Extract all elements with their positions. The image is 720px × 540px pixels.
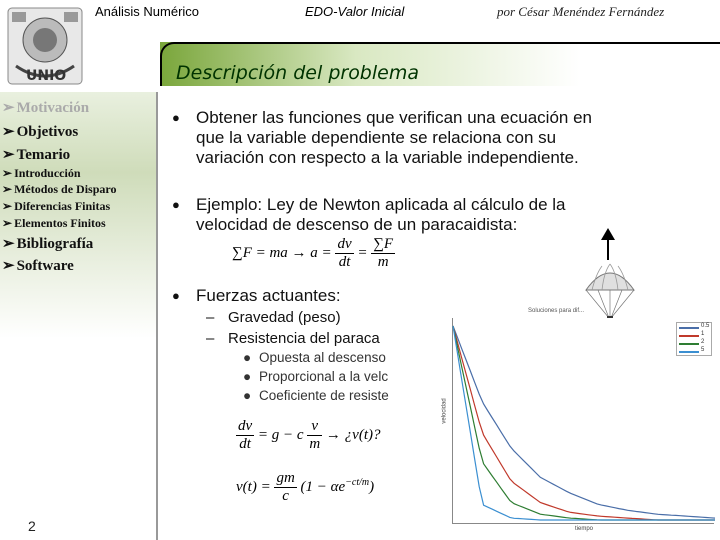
- subsub-coefficient: Coeficiente de resiste: [259, 388, 389, 403]
- chart-title: Soluciones para dif...: [528, 308, 585, 314]
- velocity-chart: [440, 300, 720, 540]
- subsub-opposite: Opuesta al descenso: [259, 350, 386, 365]
- sidebar-item-bibliografia[interactable]: ➢ Bibliografía: [2, 236, 94, 252]
- sub-resistance: – Resistencia del paraca: [206, 330, 380, 347]
- arrow-icon: ➢: [2, 216, 13, 230]
- chart-plot-area: [452, 318, 714, 524]
- subsub-proportional: Proporcional a la velc: [259, 369, 389, 384]
- arrow-icon: ➢: [2, 236, 15, 252]
- bullet-icon: ●: [172, 288, 180, 303]
- arrow-icon: ➢: [2, 182, 13, 196]
- slide-title: Descripción del problema: [176, 62, 419, 84]
- bullet-icon: ●: [243, 388, 252, 403]
- legend-entry: 0.5: [677, 323, 711, 331]
- sidebar-item-elementos-finitos[interactable]: ➢ Elementos Finitos: [2, 216, 106, 230]
- arrow-icon: ➢: [2, 199, 13, 213]
- arrow-icon: ➢: [2, 166, 13, 180]
- legend-entry: 2: [677, 339, 711, 347]
- bullet-icon: ●: [172, 110, 180, 125]
- sidebar-item-objetivos[interactable]: ➢ Objetivos: [2, 124, 79, 140]
- sidebar-item-metodos-disparo[interactable]: ➢ Métodos de Disparo: [2, 182, 117, 196]
- university-logo-icon: [6, 6, 84, 86]
- chart-ylabel: velocidad: [441, 398, 448, 424]
- topic-title: EDO-Valor Inicial: [305, 4, 405, 19]
- arrow-icon: ➢: [2, 124, 15, 140]
- arrow-icon: ➢: [2, 258, 15, 274]
- course-title: Análisis Numérico: [95, 4, 200, 19]
- sidebar-item-temario[interactable]: ➢ Temario: [2, 147, 71, 163]
- arrow-up-icon: [601, 228, 615, 240]
- sidebar-item-introduccion[interactable]: ➢ Introducción: [2, 166, 81, 180]
- bullet-icon: ●: [172, 197, 180, 212]
- arrow-icon: ➢: [2, 100, 15, 116]
- sidebar-item-software[interactable]: ➢ Software: [2, 258, 74, 274]
- bullet-example: ● Ejemplo: Ley de Newton aplicada al cálculo de la velocidad de descenso de un paracaidista:: [172, 195, 566, 234]
- page-number: 2: [28, 518, 36, 534]
- arrow-icon: ➢: [2, 147, 15, 163]
- author-line: por César Menéndez Fernández: [497, 4, 665, 19]
- ode-formula: $\frac{dv}{dt}$ = g − c $\frac{v}{m}$ → ¿v(t)?: [238, 418, 381, 452]
- svg-text:UNIO: UNIO: [26, 68, 67, 84]
- bullet-icon: ●: [243, 350, 252, 365]
- bullet-forces: ● Fuerzas actuantes:: [172, 286, 341, 305]
- sub-gravity: – Gravedad (peso): [206, 309, 341, 326]
- chart-legend: [676, 322, 712, 356]
- solution-formula: v(t) = $\frac{gm}{c}$ $(1 - \alpha e^{-ct/m})$: [236, 470, 375, 504]
- legend-entry: 5: [677, 347, 711, 355]
- chart-xlabel: tiempo: [575, 526, 594, 532]
- bullet-icon: ●: [243, 369, 252, 384]
- legend-entry: 1: [677, 331, 711, 339]
- sidebar-item-diferencias-finitas[interactable]: ➢ Diferencias Finitas: [2, 199, 111, 213]
- newton-formula: ∑F = ma → a = $\frac{dv}{dt}$ = $\frac{\sum F}{m}$: [232, 236, 394, 270]
- bullet-objective: ● Obtener las funciones que verifican una ecuación en que la variable dependiente se relaciona con su variación con respecto a la variable independiente.: [172, 108, 592, 167]
- sidebar-item-motivacion[interactable]: ➢ Motivación: [2, 100, 90, 116]
